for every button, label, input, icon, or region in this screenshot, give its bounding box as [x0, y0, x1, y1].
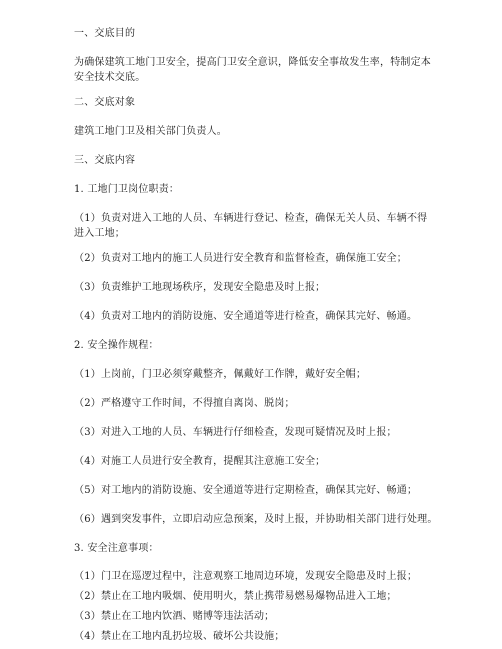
subheading-procedures: 2. 安全操作规程：	[74, 340, 159, 351]
list-item: （5）对工地内的消防设施、安全通道等进行定期检查，确保其完好、畅通；	[74, 485, 418, 496]
subheading-duties: 1. 工地门卫岗位职责：	[74, 184, 180, 195]
list-item: （4）禁止在工地内乱扔垃圾、破坏公共设施；	[74, 631, 285, 642]
list-item: （3）禁止在工地内饮酒、赌博等违法活动；	[74, 611, 275, 622]
list-item: （3）对进入工地的人员、车辆进行仔细检查，发现可疑情况及时上报；	[74, 427, 397, 438]
list-item: （2）负责对工地内的施工人员进行安全教育和监督检查，确保施工安全；	[74, 253, 407, 264]
list-item: （1）上岗前，门卫必须穿戴整齐，佩戴好工作牌，戴好安全帽；	[74, 369, 367, 380]
list-item: （2）严格遵守工作时间，不得擅自离岗、脱岗；	[74, 398, 295, 409]
section-heading-purpose: 一、交底目的	[74, 28, 136, 39]
list-item: （6）遇到突发事件，立即启动应急预案，及时上报，并协助相关部门进行处理。	[74, 514, 438, 525]
list-item: （2）禁止在工地内吸烟、使用明火，禁止携带易燃易爆物品进入工地；	[74, 591, 397, 602]
list-item: （1）门卫在巡逻过程中，注意观察工地周边环境，发现安全隐患及时上报；	[74, 571, 418, 582]
paragraph-purpose: 为确保建筑工地门卫安全，提高门卫安全意识，降低安全事故发生率，特制定本安全技术交底。	[74, 57, 431, 83]
paragraph-audience: 建筑工地门卫及相关部门负责人。	[74, 126, 227, 137]
section-heading-audience: 二、交底对象	[74, 97, 136, 108]
list-item: （4）负责对工地内的消防设施、安全通道等进行检查，确保其完好、畅通。	[74, 311, 418, 322]
list-item: （3）负责维护工地现场秩序，发现安全隐患及时上报；	[74, 282, 326, 293]
section-heading-content: 三、交底内容	[74, 155, 136, 166]
subheading-precautions: 3. 安全注意事项：	[74, 543, 159, 554]
list-item: （1）负责对进入工地的人员、车辆进行登记、检查，确保无关人员、车辆不得进入工地；	[74, 213, 428, 239]
list-item: （4）对施工人员进行安全教育，提醒其注意施工安全；	[74, 456, 326, 467]
